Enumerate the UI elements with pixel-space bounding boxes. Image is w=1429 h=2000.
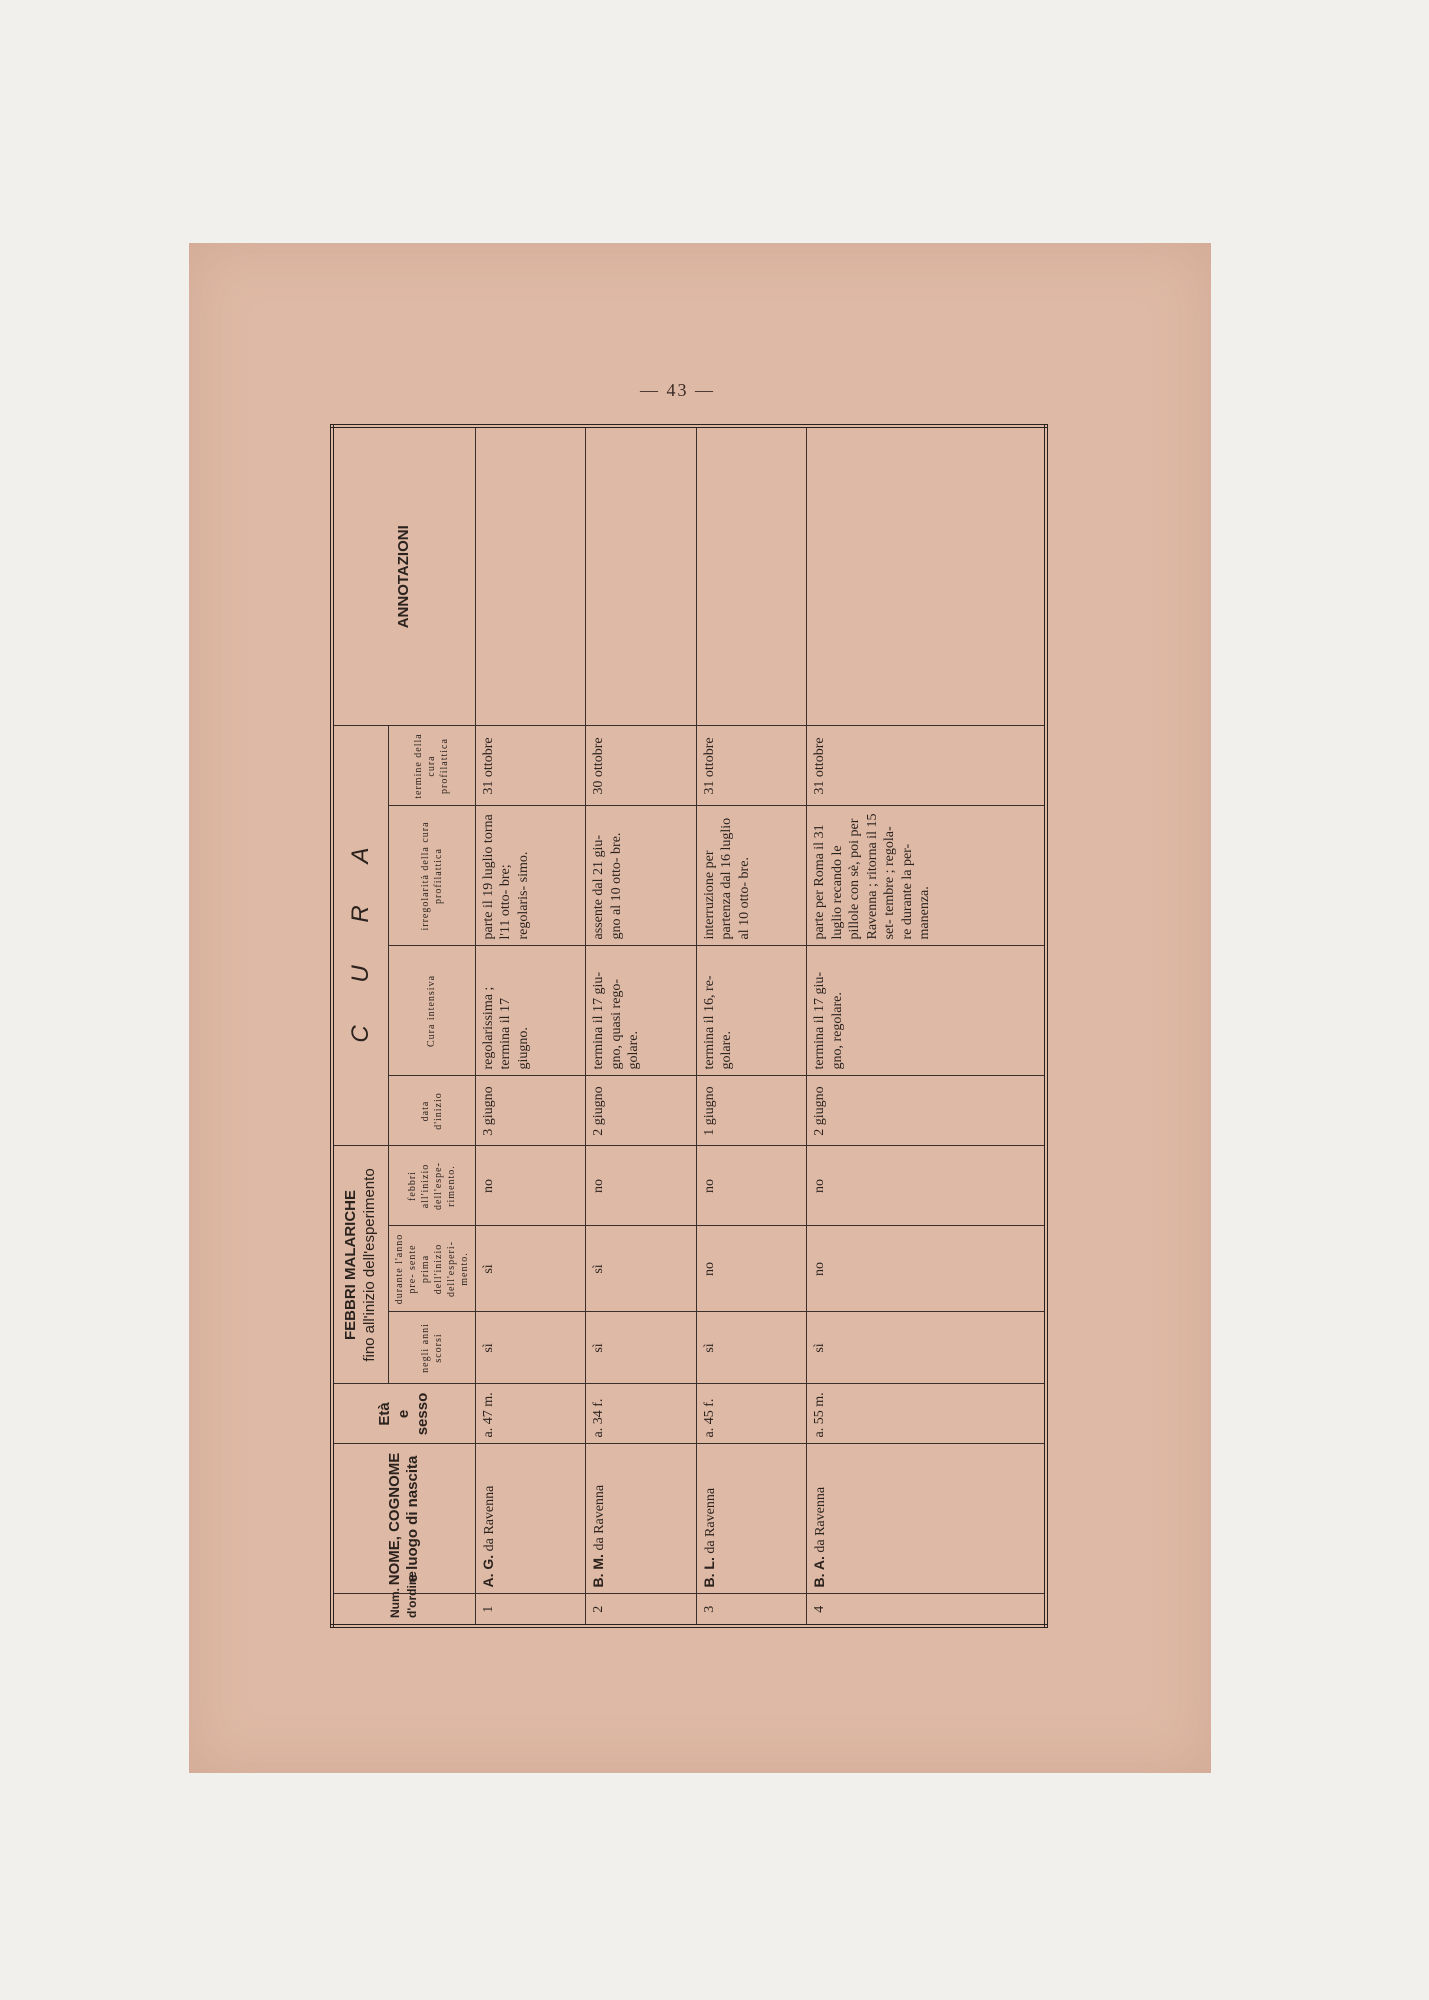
header-cura-label: C U R A xyxy=(346,829,374,1043)
row-inizio: no xyxy=(475,1146,586,1226)
header-age-line2: e sesso xyxy=(394,1392,431,1436)
row-termine: 31 ottobre xyxy=(696,726,807,806)
row-intensiva: regolarissima ; termina il 17 giugno. xyxy=(475,946,586,1076)
header-age xyxy=(332,1384,475,1444)
row-age: a. 34 f. xyxy=(586,1384,697,1444)
row-place: da Ravenna xyxy=(702,1487,718,1554)
row-data-inizio: 1 giugno xyxy=(696,1076,807,1146)
row-annotazioni xyxy=(586,426,697,726)
row-data-inizio: 2 giugno xyxy=(586,1076,697,1146)
row-anno-presente: sì xyxy=(475,1226,586,1312)
row-intensiva: termina il 16, re- golare. xyxy=(696,946,807,1076)
row-irregolarita: assente dal 21 giu- gno al 10 otto- bre. xyxy=(586,806,697,946)
row-anno-presente: sì xyxy=(586,1226,697,1312)
row-termine: 31 ottobre xyxy=(475,726,586,806)
row-annotazioni xyxy=(696,426,807,726)
row-num: 4 xyxy=(807,1594,1046,1626)
row-initials: B. M. xyxy=(590,1554,607,1588)
row-irregolarita: parte per Roma il 31 luglio recando le pillole con sè, poi per Ravenna ; ritorna il 15 set- tembre ; regola- re durante la per- manenza. xyxy=(807,806,1046,946)
row-num: 1 xyxy=(475,1594,586,1626)
row-age: a. 45 f. xyxy=(696,1384,807,1444)
row-annotazioni xyxy=(807,426,1046,726)
header-febbri xyxy=(332,1146,388,1384)
row-initials: B. A. xyxy=(811,1556,828,1588)
row-age: a. 55 m. xyxy=(807,1384,1046,1444)
header-febbri-sub1: negli anni scorsi xyxy=(388,1312,475,1384)
table-row xyxy=(475,426,586,1626)
table-row xyxy=(586,426,697,1626)
row-anni-scorsi: sì xyxy=(696,1312,807,1384)
row-place: da Ravenna xyxy=(813,1486,829,1553)
header-cura-sub3: irregolarità della cura profilattica xyxy=(388,806,475,946)
row-name xyxy=(586,1444,697,1594)
row-anni-scorsi: sì xyxy=(586,1312,697,1384)
row-age: a. 47 m. xyxy=(475,1384,586,1444)
row-initials: A. G. xyxy=(479,1554,496,1588)
header-cura-sub2: Cura intensiva xyxy=(388,946,475,1076)
table-row xyxy=(696,426,807,1626)
row-inizio: no xyxy=(807,1146,1046,1226)
header-cura-sub4: termine della cura profilattica xyxy=(388,726,475,806)
header-name-line1: NOME, COGNOME xyxy=(385,1452,403,1586)
header-febbri-sub2: durante l'anno pre- sente prima dell'inizio dell'esperi- mento. xyxy=(388,1226,475,1312)
row-anno-presente: no xyxy=(807,1226,1046,1312)
table-row xyxy=(807,426,1046,1626)
row-name xyxy=(807,1444,1046,1594)
header-annotazioni-label: ANNOTAZIONI xyxy=(394,525,412,629)
row-intensiva: termina il 17 giu- gno, regolare. xyxy=(807,946,1046,1076)
row-termine: 31 ottobre xyxy=(807,726,1046,806)
row-num: 2 xyxy=(586,1594,697,1626)
header-cura xyxy=(332,726,388,1146)
header-febbri-line1: FEBBRI MALARICHE xyxy=(342,1190,359,1340)
header-name-line2: e luogo di nascita xyxy=(404,1455,422,1583)
header-febbri-sub3: febbri all'inizio dell'espe- rimento. xyxy=(388,1146,475,1226)
header-febbri-line2: fino all'inizio dell'esperimento xyxy=(360,1168,378,1362)
rotated-table-wrapper xyxy=(330,428,1048,1628)
row-place: da Ravenna xyxy=(592,1484,608,1551)
header-num: Num. d'ordine xyxy=(332,1594,475,1626)
row-anni-scorsi: sì xyxy=(475,1312,586,1384)
row-initials: B. L. xyxy=(700,1557,717,1588)
row-termine: 30 ottobre xyxy=(586,726,697,806)
row-data-inizio: 2 giugno xyxy=(807,1076,1046,1146)
patient-table xyxy=(330,424,1048,1628)
row-anni-scorsi: sì xyxy=(807,1312,1046,1384)
header-annotazioni xyxy=(332,426,475,726)
row-place: da Ravenna xyxy=(481,1485,497,1552)
row-intensiva: termina il 17 giu- gno, quasi rego- golare. xyxy=(586,946,697,1076)
row-inizio: no xyxy=(696,1146,807,1226)
header-name xyxy=(332,1444,475,1594)
row-name xyxy=(475,1444,586,1594)
page-number: — 43 — xyxy=(640,380,715,400)
row-irregolarita: parte il 19 luglio torna l'11 otto- bre; regolaris- simo. xyxy=(475,806,586,946)
row-num: 3 xyxy=(696,1594,807,1626)
header-cura-sub1: data d'inizio xyxy=(388,1076,475,1146)
row-anno-presente: no xyxy=(696,1226,807,1312)
row-irregolarita: interruzione per partenza dal 16 luglio al 10 otto- bre. xyxy=(696,806,807,946)
row-name xyxy=(696,1444,807,1594)
row-annotazioni xyxy=(475,426,586,726)
row-data-inizio: 3 giugno xyxy=(475,1076,586,1146)
header-age-line1: Età xyxy=(376,1402,394,1426)
row-inizio: no xyxy=(586,1146,697,1226)
